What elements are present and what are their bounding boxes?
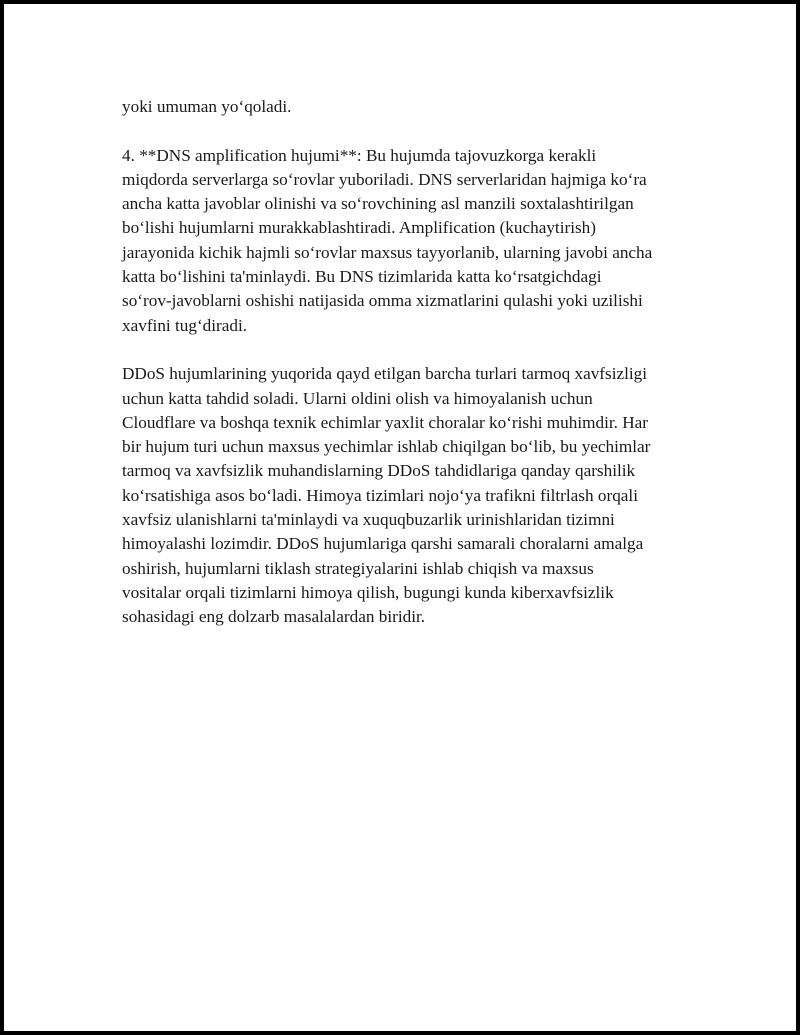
paragraph-dns-amplification	[122, 144, 694, 338]
text-line: xavfsiz ulanishlarni ta'minlaydi va xuquqbuzarlik urinishlaridan tizimni	[122, 510, 615, 530]
text-line: himoyalashi lozimdir. DDoS hujumlariga qarshi samarali choralarni amalga	[122, 534, 644, 554]
text-line: jarayonida kichik hajmli so‘rovlar maxsus tayyorlanib, ularning javobi ancha	[122, 242, 653, 262]
text-line: vositalar orqali tizimlarni himoya qilish, bugungi kunda kiberxavfsizlik	[122, 582, 614, 602]
text-line: xavfini tug‘diradi.	[122, 315, 248, 335]
text-line: so‘rov-javoblarni oshishi natijasida omma xizmatlarini qulashi yoki uzilishi	[122, 291, 643, 311]
paragraph-conclusion	[122, 362, 694, 629]
paragraph-continuation	[122, 95, 694, 119]
text-line: Cloudflare va boshqa texnik echimlar yaxlit choralar ko‘rishi muhimdir. Har	[122, 412, 648, 432]
text-line: DDoS hujumlarining yuqorida qayd etilgan barcha turlari tarmoq xavfsizligi	[122, 364, 648, 384]
paragraph-gap	[122, 119, 694, 143]
text-line: sohasidagi eng dolzarb masalalardan biridir.	[122, 607, 426, 627]
document-body	[122, 95, 694, 630]
paragraph-gap	[122, 338, 694, 362]
text-line: ko‘rsatishiga asos bo‘ladi. Himoya tizimlari nojo‘ya trafikni filtrlash orqali	[122, 485, 638, 505]
text-line: bir hujum turi uchun maxsus yechimlar ishlab chiqilgan bo‘lib, bu yechimlar	[122, 437, 651, 457]
text-line: katta bo‘lishini ta'minlaydi. Bu DNS tizimlarida katta ko‘rsatgichdagi	[122, 267, 602, 287]
text-line: oshirish, hujumlarni tiklash strategiyalarini ishlab chiqish va maxsus	[122, 558, 594, 578]
text-line: yoki umuman yo‘qoladi.	[122, 97, 292, 116]
text-line: 4. **DNS amplification hujumi**: Bu hujumda tajovuzkorga kerakli	[122, 145, 597, 165]
text-line: miqdorda serverlarga so‘rovlar yuboriladi. DNS serverlaridan hajmiga ko‘ra	[122, 169, 647, 189]
text-line: tarmoq va xavfsizlik muhandislarning DDoS tahdidlariga qanday qarshilik	[122, 461, 636, 481]
text-line: ancha katta javoblar olinishi va so‘rovchining asl manzili soxtalashtirilgan	[122, 194, 634, 214]
text-line: uchun katta tahdid soladi. Ularni oldini olish va himoyalanish uchun	[122, 388, 593, 408]
text-line: bo‘lishi hujumlarni murakkablashtiradi. Amplification (kuchaytirish)	[122, 218, 596, 238]
